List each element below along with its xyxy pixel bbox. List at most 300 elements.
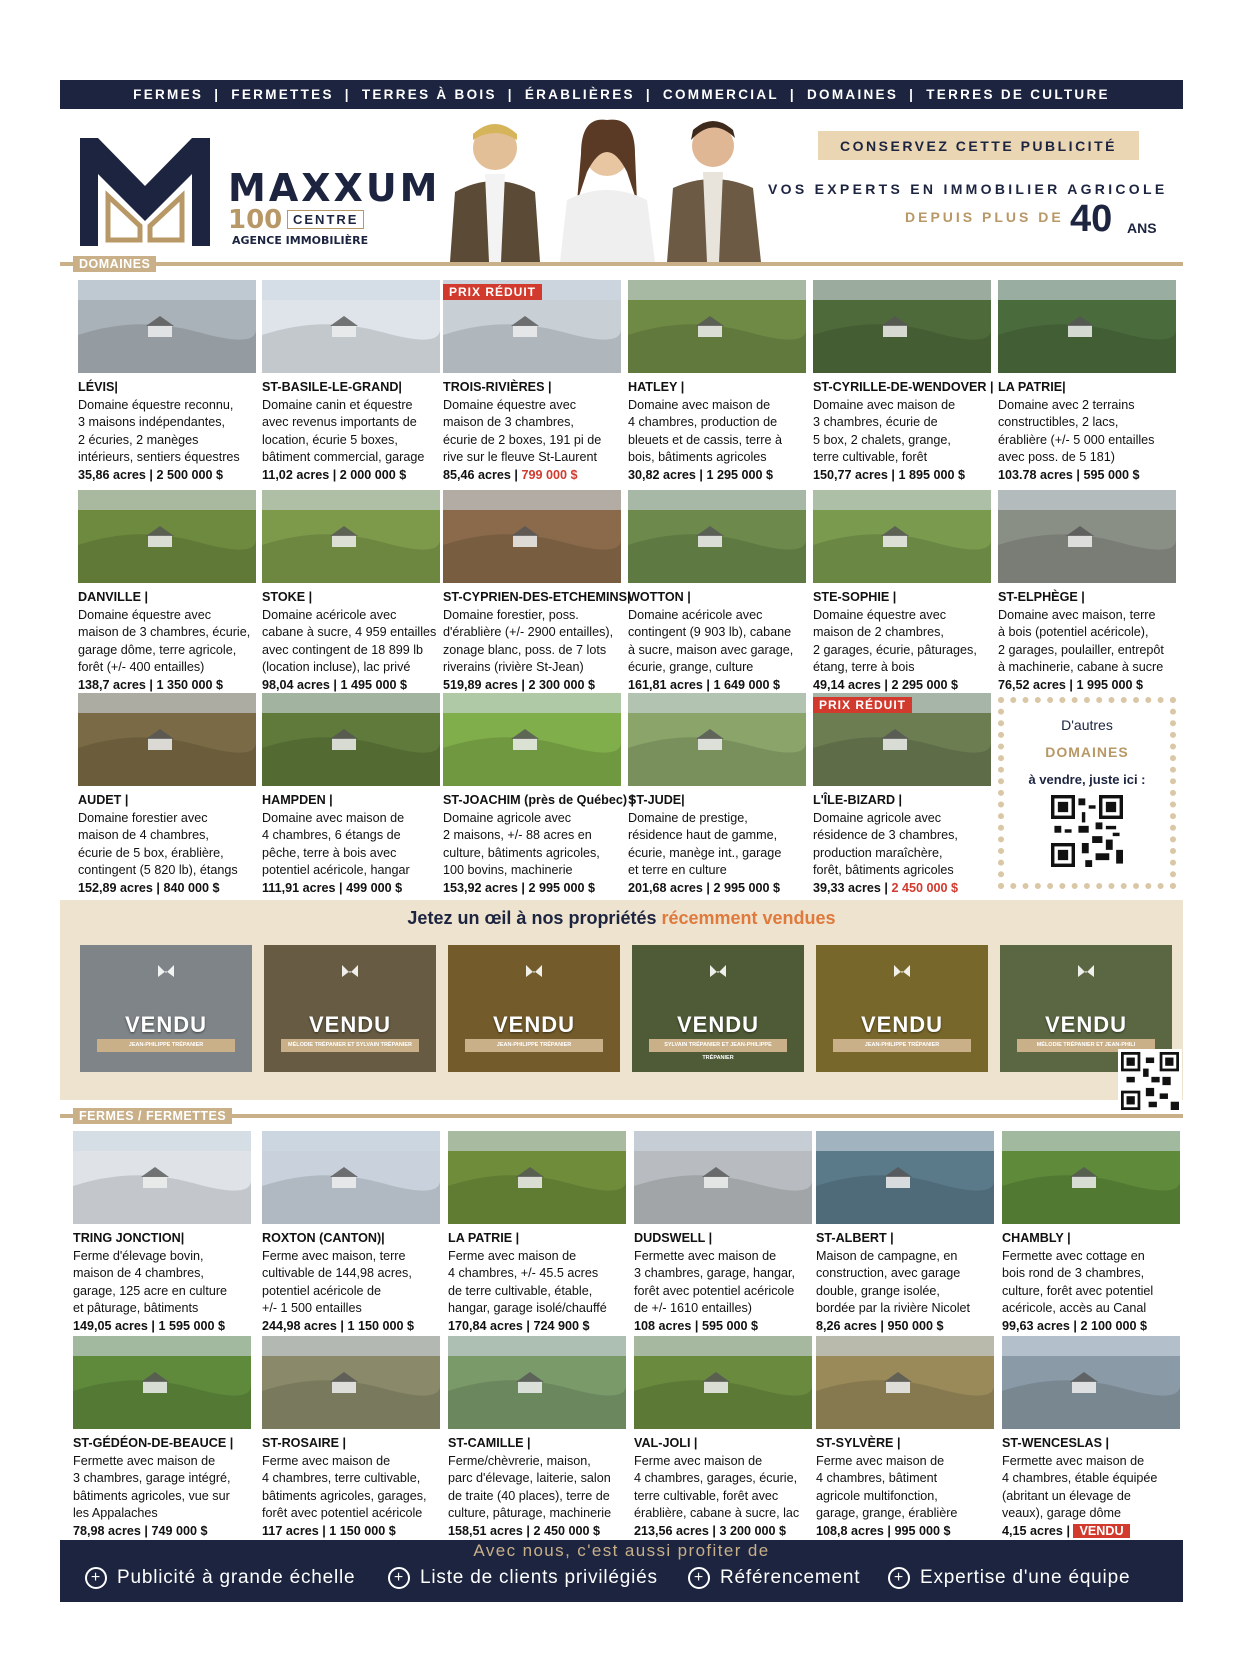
benefit-label: Publicité à grande échelle	[117, 1567, 356, 1588]
other-domaines-label: DOMAINES	[1045, 744, 1129, 760]
listing-description: Domaine acéricole avec cabane à sucre, 4 959 entailles avec contingent de 18 899 lb (location incluse), lac privé	[262, 607, 437, 674]
sold-title	[60, 908, 1183, 929]
listing-text	[448, 1435, 626, 1540]
property-image[interactable]	[634, 1336, 812, 1429]
nav-item[interactable]: TERRES DE CULTURE	[926, 87, 1110, 102]
listing-card[interactable]	[443, 693, 635, 897]
listing-text	[634, 1230, 812, 1335]
sold-agent: JEAN-PHILIPPE TRÉPANIER	[97, 1039, 235, 1052]
sold-label: VENDU	[676, 1012, 759, 1037]
listing-price	[998, 677, 1176, 695]
listing-price	[448, 1318, 626, 1336]
listing-price-value: 35,86 acres | 2 500 000 $	[78, 467, 223, 482]
category-nav	[60, 80, 1183, 109]
nav-separator: |	[909, 87, 916, 102]
listing-card[interactable]	[73, 1131, 251, 1335]
section-label-domaines: DOMAINES	[73, 256, 156, 272]
sold-agent: MÉLODIE TRÉPANIER ET SYLVAIN TRÉPANIER	[281, 1039, 419, 1052]
listing-description: Domaine équestre avec maison de 2 chambres, 2 garages, écurie, pâturages, étang, terre à bois	[813, 607, 977, 674]
listing-description: Domaine avec maison, terre à bois (potentiel acéricole), 2 garages, poulailler, entrepôt à machinerie, cabane à sucre	[998, 607, 1164, 674]
listing-price	[1002, 1523, 1180, 1541]
listing-text	[813, 792, 991, 897]
listing-price-value: 152,89 acres | 840 000 $	[78, 880, 220, 895]
listing-text	[998, 379, 1176, 484]
property-photo	[443, 693, 621, 786]
listing-card[interactable]	[816, 1336, 994, 1540]
property-image[interactable]	[78, 693, 256, 786]
listing-text	[78, 792, 256, 897]
listing-description: Ferme avec maison de 4 chambres, garages, écurie, terre cultivable, forêt avec érablière, cabane à sucre, lac	[634, 1453, 800, 1520]
listing-text	[628, 589, 806, 694]
listing-price-value: 99,63 acres | 2 100 000 $	[1002, 1318, 1147, 1333]
property-image[interactable]	[813, 693, 991, 786]
listing-text	[78, 589, 256, 694]
listing-price-value: 170,84 acres | 724 900 $	[448, 1318, 590, 1333]
listing-price-value: 30,82 acres | 1 295 000 $	[628, 467, 773, 482]
listing-location: TRING JONCTION|	[73, 1231, 185, 1245]
listing-price	[813, 467, 991, 485]
listing-price-value: 117 acres | 1 150 000 $	[262, 1523, 396, 1538]
listing-price	[628, 880, 806, 898]
listing-description: Fermette avec cottage en bois rond de 3 chambres, culture, forêt avec potentiel acéricole, accès au Canal	[1002, 1248, 1154, 1315]
listing-price	[78, 677, 256, 695]
listing-location: ST-SYLVÈRE |	[816, 1436, 901, 1450]
sold-photo	[448, 945, 620, 1072]
other-sale-label: à vendre, juste ici :	[1028, 772, 1146, 787]
property-image[interactable]	[262, 490, 440, 583]
listing-price	[1002, 1318, 1180, 1336]
nav-item[interactable]: DOMAINES	[807, 87, 899, 102]
section-label-fermes: FERMES / FERMETTES	[73, 1108, 232, 1124]
keep-ad-banner: CONSERVEZ CETTE PUBLICITÉ	[818, 131, 1139, 160]
listing-text	[262, 792, 440, 897]
listing-text	[448, 1230, 626, 1335]
listing-text	[262, 379, 440, 484]
listing-price	[813, 677, 991, 695]
sold-card[interactable]	[80, 945, 252, 1072]
listing-card[interactable]	[262, 1336, 440, 1540]
listing-description: Domaine agricole avec résidence de 3 chambres, production maraîchère, forêt, bâtiments agricoles	[813, 810, 958, 877]
listing-text	[816, 1435, 994, 1540]
property-photo	[262, 693, 440, 786]
listing-text	[1002, 1230, 1180, 1335]
sold-label: VENDU	[1044, 1012, 1127, 1037]
listing-price-value: 213,56 acres | 3 200 000 $	[634, 1523, 786, 1538]
listing-card[interactable]	[816, 1131, 994, 1335]
listing-price	[443, 880, 621, 898]
property-image[interactable]	[73, 1336, 251, 1429]
listing-price	[443, 467, 621, 485]
listing-price	[262, 1318, 440, 1336]
listing-price	[816, 1523, 994, 1541]
listing-description: Fermette avec maison de 3 chambres, garage intégré, bâtiments agricoles, vue sur les Appalaches	[73, 1453, 231, 1520]
listing-location: HAMPDEN |	[262, 793, 333, 807]
property-photo	[1002, 1336, 1180, 1429]
benefit-item	[888, 1567, 1130, 1589]
years-unit: ANS	[1127, 220, 1157, 236]
benefit-label: Référencement	[720, 1567, 861, 1588]
listing-card[interactable]	[78, 280, 256, 484]
sold-agent: MÉLODIE TRÉPANIER ET JEAN-PHILI	[1017, 1039, 1155, 1052]
benefit-item	[85, 1567, 355, 1589]
property-image[interactable]	[628, 693, 806, 786]
property-image[interactable]	[262, 1336, 440, 1429]
property-image[interactable]	[634, 1131, 812, 1224]
listing-text	[262, 1435, 440, 1540]
property-photo	[998, 490, 1176, 583]
listing-card[interactable]	[1002, 1336, 1180, 1540]
property-photo	[634, 1131, 812, 1224]
listing-description: Domaine équestre avec maison de 3 chambres, écurie, garage dôme, terre agricole, forêt (+/- 400 entailles)	[78, 607, 251, 674]
listing-card[interactable]	[998, 490, 1176, 694]
property-photo	[628, 693, 806, 786]
property-image[interactable]	[813, 490, 991, 583]
listing-text	[998, 589, 1176, 694]
listing-location: LÉVIS|	[78, 380, 118, 394]
listing-card[interactable]	[628, 280, 806, 484]
property-photo	[813, 280, 991, 373]
section-divider	[60, 262, 1183, 266]
listing-card[interactable]	[813, 693, 991, 897]
listing-price	[78, 880, 256, 898]
listing-text	[262, 589, 440, 694]
listing-location: DUDSWELL |	[634, 1231, 713, 1245]
listing-price	[628, 467, 806, 485]
benefit-label: Liste de clients privilégiés	[420, 1567, 658, 1588]
listing-location: L'ÎLE-BIZARD |	[813, 793, 903, 807]
listing-description: Domaine avec 2 terrains constructibles, 2 lacs, érablière (+/- 5 000 entailles avec poss. de 5 181)	[998, 397, 1155, 464]
listing-price-value: 103.78 acres | 595 000 $	[998, 467, 1140, 482]
sold-agent: JEAN-PHILIPPE TRÉPANIER	[465, 1039, 603, 1052]
listing-description: Ferme avec maison de 4 chambres, +/- 45.5 acres de terre cultivable, étable, hangar, garage isolé/chauffé	[448, 1248, 607, 1315]
listing-price	[73, 1523, 251, 1541]
listing-text	[628, 379, 806, 484]
listing-price	[73, 1318, 251, 1336]
listing-text	[816, 1230, 994, 1335]
brand-name: MAXXUM	[228, 166, 441, 210]
listing-price	[78, 467, 256, 485]
sold-label: VENDU	[308, 1012, 391, 1037]
listing-price	[262, 467, 440, 485]
property-photo	[443, 490, 621, 583]
listing-card[interactable]	[262, 1131, 440, 1335]
property-image[interactable]	[998, 490, 1176, 583]
listing-price-value: 85,46 acres |	[443, 467, 522, 482]
sold-card[interactable]	[816, 945, 988, 1072]
listing-card[interactable]	[813, 280, 994, 484]
listing-price	[634, 1318, 812, 1336]
years-number: 40	[1070, 198, 1113, 240]
listing-location: VAL-JOLI |	[634, 1436, 698, 1450]
listing-location: LA PATRIE |	[448, 1231, 520, 1245]
listing-location: ROXTON (CANTON)|	[262, 1231, 385, 1245]
property-photo	[78, 693, 256, 786]
nav-separator: |	[645, 87, 652, 102]
listing-price-value: 8,26 acres | 950 000 $	[816, 1318, 944, 1333]
listing-text	[443, 589, 631, 694]
nav-item[interactable]: ÉRABLIÈRES	[524, 87, 635, 102]
property-photo	[78, 280, 256, 373]
property-image[interactable]	[78, 490, 256, 583]
sold-card[interactable]	[632, 945, 804, 1072]
property-photo	[628, 490, 806, 583]
property-photo	[813, 490, 991, 583]
nav-item[interactable]: COMMERCIAL	[662, 87, 779, 102]
listing-location: ST-JOACHIM (près de Québec) |	[443, 793, 635, 807]
other-domaines-box	[998, 697, 1176, 889]
listing-price-value: 49,14 acres | 2 295 000 $	[813, 677, 958, 692]
listing-description: Domaine acéricole avec contingent (9 903 lb), cabane à sucre, maison avec garage, écurie, grange, culture	[628, 607, 794, 674]
property-image[interactable]	[1002, 1336, 1180, 1429]
listing-description: Maison de campagne, en construction, avec garage double, grange isolée, bordée par la rivière Nicolet	[816, 1248, 970, 1315]
property-image[interactable]	[448, 1336, 626, 1429]
listing-description: Domaine agricole avec 2 maisons, +/- 88 acres en culture, bâtiments agricoles, 100 bovins, machinerie	[443, 810, 600, 877]
listing-price-value: 108 acres | 595 000 $	[634, 1318, 758, 1333]
listing-new-price: 2 450 000 $	[891, 880, 958, 895]
property-photo	[634, 1336, 812, 1429]
property-photo	[73, 1131, 251, 1224]
nav-item[interactable]: FERMES	[133, 87, 204, 102]
listing-price-value: 111,91 acres | 499 000 $	[262, 880, 403, 895]
listing-location: LA PATRIE|	[998, 380, 1066, 394]
nav-separator: |	[214, 87, 221, 102]
listing-description: Domaine avec maison de 4 chambres, production de bleuets et de cassis, terre à bois, bâtiments agricoles	[628, 397, 783, 464]
property-photo	[73, 1336, 251, 1429]
listing-text	[813, 379, 994, 484]
listing-card[interactable]	[78, 693, 256, 897]
sold-title-highlight: récemment vendues	[661, 908, 836, 928]
listing-price-value: 78,98 acres | 749 000 $	[73, 1523, 208, 1538]
listing-price	[448, 1523, 626, 1541]
listing-text	[78, 379, 256, 484]
listing-card[interactable]	[998, 280, 1176, 484]
listing-card[interactable]	[634, 1336, 812, 1540]
sold-label: VENDU	[492, 1012, 575, 1037]
property-photo	[262, 1336, 440, 1429]
listing-price-value: 4,15 acres	[1002, 1523, 1067, 1538]
listing-description: Ferme/chèvrerie, maison, parc d'élevage, laiterie, salon de traite (40 places), terre de culture, pâturage, machinerie	[448, 1453, 612, 1520]
listing-text	[628, 792, 806, 897]
other-label: D'autres	[1061, 717, 1113, 733]
maxxum-logo-icon	[78, 136, 213, 248]
property-image[interactable]	[262, 1131, 440, 1224]
bottom-title: Avec nous, c'est aussi profiter de	[473, 1541, 770, 1560]
listing-card[interactable]	[1002, 1131, 1180, 1335]
sold-label: VENDU	[860, 1012, 943, 1037]
listing-price-value: 76,52 acres | 1 995 000 $	[998, 677, 1143, 692]
listing-card[interactable]	[443, 490, 631, 694]
listing-text	[1002, 1435, 1180, 1540]
listing-description: Domaine forestier avec maison de 4 chambres, écurie de 5 box, érablière, contingent (5 820 lb), étangs	[78, 810, 238, 877]
listing-price	[262, 677, 440, 695]
listing-location: STE-SOPHIE |	[813, 590, 897, 604]
property-image[interactable]	[443, 693, 621, 786]
listing-text	[443, 792, 635, 897]
property-image[interactable]	[628, 280, 806, 373]
listing-location: ST-JUDE|	[628, 793, 685, 807]
brand-number: 100	[228, 205, 283, 235]
listing-price-value: 39,33 acres |	[813, 880, 892, 895]
listing-text	[443, 379, 621, 484]
listing-price-value: 161,81 acres | 1 649 000 $	[628, 677, 780, 692]
listing-text	[73, 1435, 251, 1540]
listing-price-value: 138,7 acres | 1 350 000 $	[78, 677, 223, 692]
nav-separator: |	[344, 87, 351, 102]
listing-card[interactable]	[73, 1336, 251, 1540]
listing-description: Domaine forestier, poss. d'érablière (+/- 2900 entailles), zonage blanc, poss. de 7 lots riverains (rivière St-Jean)	[443, 607, 614, 674]
listing-card[interactable]	[628, 693, 806, 897]
listing-description: Domaine avec maison de 3 chambres, écurie de 5 box, 2 chalets, grange, terre cultivable, forêt	[813, 397, 956, 464]
property-image[interactable]	[813, 280, 991, 373]
property-photo	[262, 1131, 440, 1224]
listing-description: Ferme d'élevage bovin, maison de 4 chambres, garage, 125 acre en culture et pâturage, bâtiments	[73, 1248, 228, 1315]
property-photo	[262, 280, 440, 373]
listing-location: ST-CYRILLE-DE-WENDOVER |	[813, 380, 994, 394]
sold-agent: JEAN-PHILIPPE TRÉPANIER	[833, 1039, 971, 1052]
listing-price	[998, 467, 1176, 485]
listing-text	[73, 1230, 251, 1335]
benefit-item	[388, 1567, 658, 1589]
listing-price-value: 108,8 acres | 995 000 $	[816, 1523, 951, 1538]
benefit-item	[688, 1567, 860, 1589]
property-image[interactable]	[448, 1131, 626, 1224]
listing-price	[262, 880, 440, 898]
property-photo	[628, 280, 806, 373]
listing-location: CHAMBLY |	[1002, 1231, 1071, 1245]
plus-circle-icon: +	[688, 1567, 710, 1589]
listing-location: ST-WENCESLAS |	[1002, 1436, 1110, 1450]
brand-agence: AGENCE IMMOBILIÈRE	[232, 234, 369, 247]
listing-location: ST-ALBERT |	[816, 1231, 894, 1245]
listing-description: Domaine canin et équestre avec revenus importants de location, écurie 5 boxes, bâtiment commercial, garage	[262, 397, 425, 464]
listing-price-value: 98,04 acres | 1 495 000 $	[262, 677, 407, 692]
brokers-photo	[445, 112, 765, 262]
property-photo	[816, 1336, 994, 1429]
listing-description: Ferme avec maison de 4 chambres, bâtiment agricole multifonction, garage, grange, érablière	[816, 1453, 958, 1520]
property-photo	[816, 1131, 994, 1224]
sold-card[interactable]	[264, 945, 436, 1072]
listing-location: DANVILLE |	[78, 590, 148, 604]
listing-description: Domaine équestre avec maison de 3 chambres, écurie de 2 boxes, 191 pi de rive sur le fleuve St-Laurent	[443, 397, 602, 464]
property-image[interactable]	[443, 490, 621, 583]
price-reduced-badge: PRIX RÉDUIT	[443, 284, 542, 300]
listing-location: ST-ELPHÈGE |	[998, 590, 1085, 604]
since-text: DEPUIS PLUS DE	[905, 209, 1064, 225]
sold-qr-code-icon[interactable]	[1118, 1049, 1182, 1113]
listing-text	[634, 1435, 812, 1540]
listing-location: STOKE |	[262, 590, 313, 604]
listing-new-price: 799 000 $	[521, 467, 578, 482]
listing-card[interactable]	[448, 1336, 626, 1540]
listing-price-value: 11,02 acres | 2 000 000 $	[262, 467, 407, 482]
property-photo	[448, 1131, 626, 1224]
property-image[interactable]	[262, 693, 440, 786]
sold-badge: VENDU	[1073, 1524, 1129, 1538]
listing-price	[628, 677, 806, 695]
plus-circle-icon: +	[85, 1567, 107, 1589]
property-image[interactable]	[443, 280, 621, 373]
listing-card[interactable]	[813, 490, 991, 694]
sold-title-a: Jetez un œil à nos propriétés	[407, 908, 662, 928]
listing-price-value: 201,68 acres | 2 995 000 $	[628, 880, 780, 895]
sold-agent: SYLVAIN TRÉPANIER ET JEAN-PHILIPPE TRÉPANIER	[649, 1039, 787, 1052]
listing-location: HATLEY |	[628, 380, 685, 394]
listing-card[interactable]	[262, 490, 440, 694]
listing-location: TROIS-RIVIÈRES |	[443, 380, 552, 394]
listing-price-value: 158,51 acres | 2 450 000 $	[448, 1523, 600, 1538]
listing-location: WOTTON |	[628, 590, 691, 604]
listing-card[interactable]	[628, 490, 806, 694]
plus-circle-icon: +	[888, 1567, 910, 1589]
sold-card[interactable]	[448, 945, 620, 1072]
benefit-label: Expertise d'une équipe	[920, 1567, 1131, 1588]
property-image[interactable]	[78, 280, 256, 373]
listing-description: Ferme avec maison de 4 chambres, terre cultivable, bâtiments agricoles, garages, forêt avec potentiel acéricole	[262, 1453, 427, 1520]
listing-card[interactable]	[262, 693, 440, 897]
plus-circle-icon: +	[388, 1567, 410, 1589]
listing-price	[813, 880, 991, 898]
property-photo	[78, 490, 256, 583]
nav-item[interactable]: TERRES À BOIS	[361, 87, 497, 102]
listing-location: AUDET |	[78, 793, 129, 807]
tagline: VOS EXPERTS EN IMMOBILIER AGRICOLE	[768, 181, 1168, 197]
listing-price-value: 150,77 acres | 1 895 000 $	[813, 467, 965, 482]
property-image[interactable]	[816, 1131, 994, 1224]
listing-text	[813, 589, 991, 694]
nav-separator: |	[789, 87, 796, 102]
sold-photo	[264, 945, 436, 1072]
sold-photo	[816, 945, 988, 1072]
property-photo	[1002, 1131, 1180, 1224]
listing-price	[816, 1318, 994, 1336]
listing-price	[443, 677, 621, 695]
listing-price	[262, 1523, 440, 1541]
listing-card[interactable]	[78, 490, 256, 694]
listing-price-value: 149,05 acres | 1 595 000 $	[73, 1318, 225, 1333]
listing-description: Fermette avec maison de 3 chambres, garage, hangar, forêt avec potentiel acéricole de +/- 1610 entailles)	[634, 1248, 796, 1315]
sold-label: VENDU	[124, 1012, 207, 1037]
listing-location: ST-ROSAIRE |	[262, 1436, 346, 1450]
price-reduced-badge: PRIX RÉDUIT	[813, 697, 912, 713]
listing-location: ST-GÉDÉON-DE-BEAUCE |	[73, 1436, 234, 1450]
listing-card[interactable]	[448, 1131, 626, 1335]
listing-card[interactable]	[262, 280, 440, 484]
property-image[interactable]	[628, 490, 806, 583]
property-photo	[998, 280, 1176, 373]
brand-centre: CENTRE	[287, 210, 364, 229]
listing-description: Fermette avec maison de 4 chambres, étable équipée (abritant un élevage de veaux), garage dôme	[1002, 1453, 1158, 1520]
sold-photo	[80, 945, 252, 1072]
listing-card[interactable]	[443, 280, 621, 484]
property-image[interactable]	[816, 1336, 994, 1429]
nav-item[interactable]: FERMETTES	[231, 87, 334, 102]
property-photo	[262, 490, 440, 583]
listing-price-value: 244,98 acres | 1 150 000 $	[262, 1318, 414, 1333]
listing-description: Ferme avec maison, terre cultivable de 144,98 acres, potentiel acéricole de +/- 1 500 entailles	[262, 1248, 412, 1315]
property-photo	[448, 1336, 626, 1429]
property-image[interactable]	[73, 1131, 251, 1224]
property-image[interactable]	[262, 280, 440, 373]
property-image[interactable]	[1002, 1131, 1180, 1224]
listing-card[interactable]	[634, 1131, 812, 1335]
listing-location: ST-CAMILLE |	[448, 1436, 531, 1450]
listing-location: ST-BASILE-LE-GRAND|	[262, 380, 402, 394]
price-separator: |	[1066, 1523, 1074, 1538]
listing-description: Domaine équestre reconnu, 3 maisons indépendantes, 2 écuries, 2 manèges intérieurs, sentiers équestres	[78, 397, 240, 464]
property-image[interactable]	[998, 280, 1176, 373]
listing-location: ST-CYPRIEN-DES-ETCHEMINS|	[443, 590, 631, 604]
qr-code-icon[interactable]	[1051, 795, 1123, 867]
